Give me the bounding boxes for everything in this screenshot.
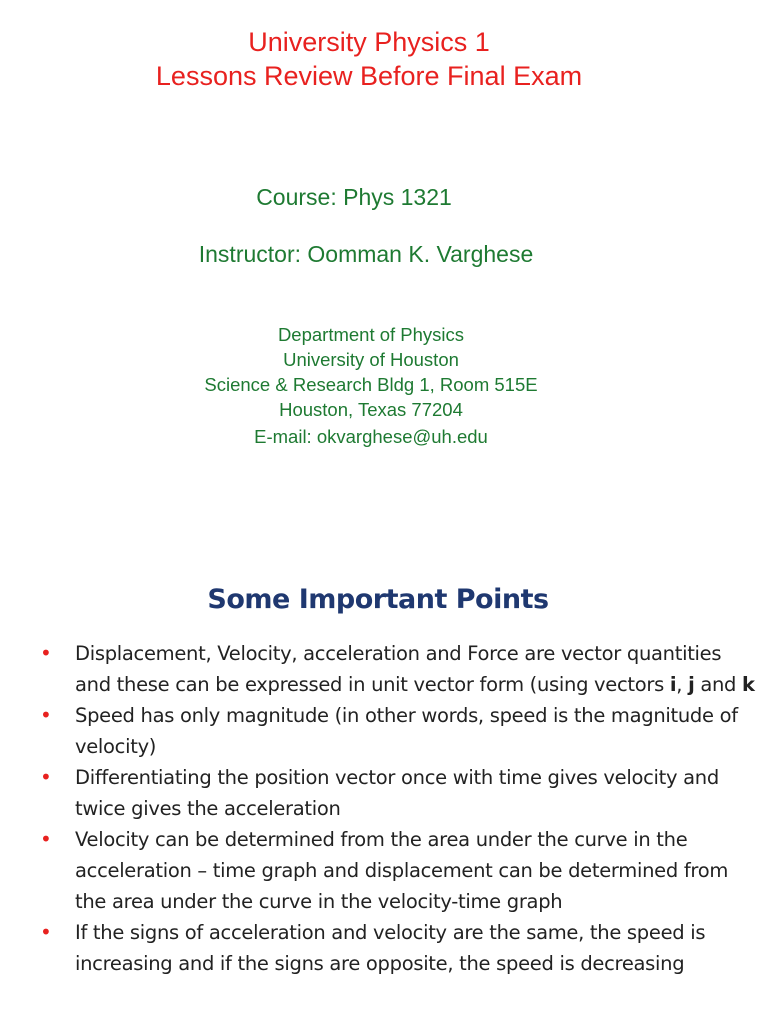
bullet-icon: • [40, 827, 52, 851]
bullet-icon: • [40, 703, 52, 727]
list-item [40, 762, 760, 824]
bullet-icon: • [40, 765, 52, 789]
slide-heading: Some Important Points [207, 584, 549, 615]
city-line: Houston, Texas 77204 [279, 399, 463, 420]
email-line: E-mail: okvarghese@uh.edu [254, 426, 488, 447]
vector-j: j [688, 673, 695, 696]
list-item [40, 917, 760, 979]
list-item [40, 700, 760, 762]
bullet-separator: , [676, 673, 689, 696]
course-label: Course: Phys 1321 [256, 184, 452, 210]
bullet-text: Differentiating the position vector once with time gives velocity and twice gives the acceleration [75, 766, 719, 820]
instructor-label: Instructor: Oomman K. Varghese [198, 241, 534, 267]
slide-title-line-2: Lessons Review Before Final Exam [155, 61, 583, 91]
bullet-text: Speed has only magnitude (in other words, speed is the magnitude of velocity) [75, 704, 738, 758]
department-line: Department of Physics [277, 324, 465, 345]
slide-title-line-1: University Physics 1 [248, 27, 490, 57]
bullet-icon: • [40, 920, 52, 944]
bullet-separator: and [694, 673, 743, 696]
contact-block [0, 322, 742, 449]
bullet-text: Displacement, Velocity, acceleration and Force are vector quantities and these can be expressed in unit vector form (using vectors [75, 642, 722, 696]
bullet-text: If the signs of acceleration and velocity are the same, the speed is increasing and if the signs are opposite, the speed is decreasing [75, 921, 706, 975]
important-points-slide [0, 572, 768, 1024]
bullet-text: Velocity can be determined from the area under the curve in the acceleration – time graph and displacement can be determined from the area under the curve in the velocity-time graph [75, 828, 729, 913]
list-item [40, 824, 760, 917]
list-item [40, 638, 760, 700]
building-line: Science & Research Bldg 1, Room 515E [204, 374, 538, 395]
bullet-list [40, 638, 760, 979]
vector-i: i [669, 673, 677, 696]
bullet-icon: • [40, 641, 52, 665]
vector-k: k [742, 673, 755, 696]
university-line: University of Houston [283, 349, 459, 370]
